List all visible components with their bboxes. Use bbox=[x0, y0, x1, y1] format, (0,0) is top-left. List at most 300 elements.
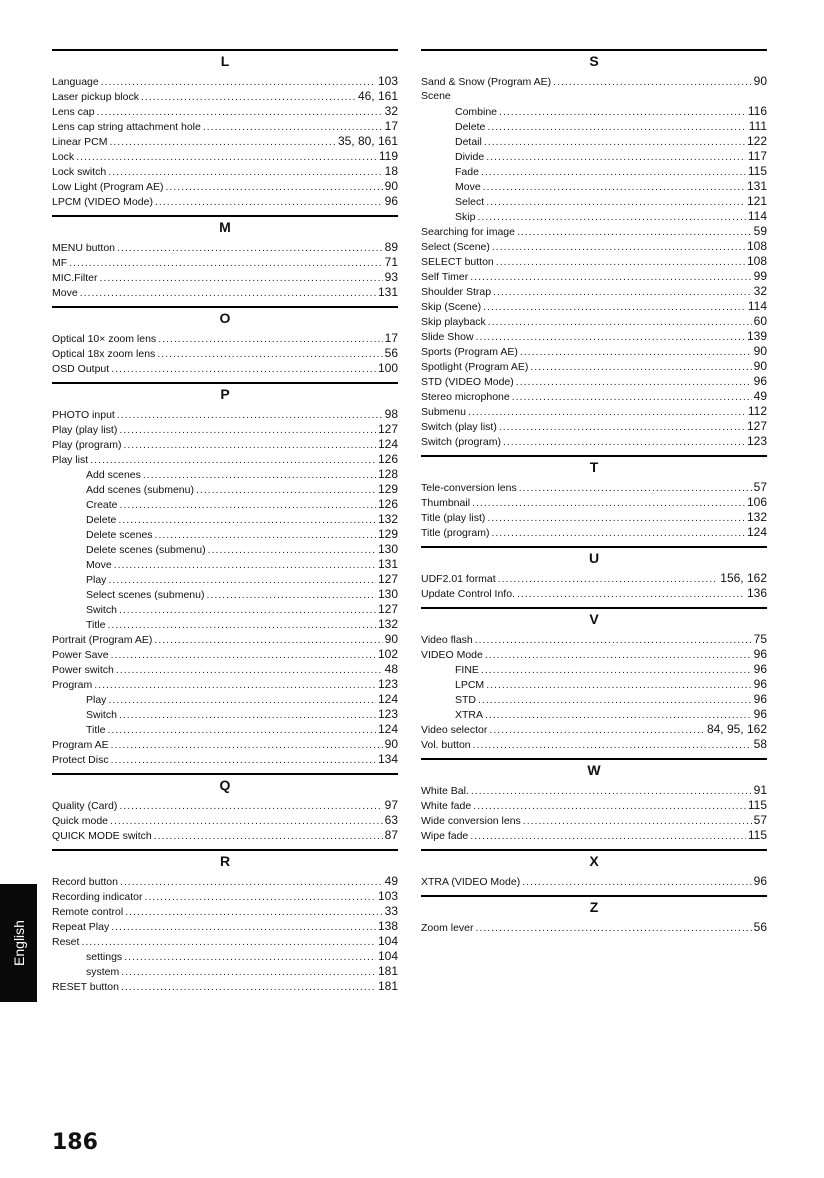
dot-leader bbox=[486, 150, 746, 165]
entry-pages: 63 bbox=[384, 813, 398, 827]
section-divider bbox=[421, 758, 767, 760]
entry-pages: 126 bbox=[377, 497, 398, 511]
section-divider bbox=[52, 773, 398, 775]
index-subentry bbox=[52, 617, 398, 632]
dot-leader bbox=[488, 315, 752, 330]
index-section-t bbox=[421, 455, 767, 540]
index-entry bbox=[421, 374, 767, 389]
index-subentry bbox=[52, 467, 398, 482]
entry-pages: 106 bbox=[746, 495, 767, 509]
index-entry bbox=[421, 89, 767, 104]
dot-leader bbox=[496, 255, 745, 270]
entry-term: STD bbox=[455, 694, 476, 706]
dot-leader bbox=[155, 195, 383, 210]
entry-pages: 98 bbox=[384, 407, 398, 421]
entry-term: Quick mode bbox=[52, 815, 109, 827]
index-entry bbox=[52, 889, 398, 904]
entry-term: Repeat Play bbox=[52, 921, 110, 933]
index-entry bbox=[52, 647, 398, 662]
entry-pages: 116 bbox=[747, 104, 767, 118]
index-subentry bbox=[421, 164, 767, 179]
entry-pages: 87 bbox=[384, 828, 398, 842]
index-entry bbox=[421, 510, 767, 525]
dot-leader bbox=[476, 330, 745, 345]
entry-term: Lock bbox=[52, 151, 75, 163]
entry-pages: 96 bbox=[753, 692, 767, 706]
index-subentry bbox=[52, 602, 398, 617]
entry-pages: 138 bbox=[377, 919, 398, 933]
index-section-o bbox=[52, 306, 398, 376]
entry-term: settings bbox=[86, 951, 123, 963]
entry-pages: 90 bbox=[384, 737, 398, 751]
entry-pages: 115 bbox=[747, 828, 767, 842]
section-letter: Z bbox=[589, 899, 599, 915]
index-entry bbox=[52, 904, 398, 919]
section-letter: L bbox=[220, 53, 230, 69]
dot-leader bbox=[523, 814, 752, 829]
entry-term: Play bbox=[86, 574, 107, 586]
entry-pages: 18 bbox=[384, 164, 398, 178]
entry-pages: 123 bbox=[377, 707, 398, 721]
entry-term: RESET button bbox=[52, 981, 119, 993]
dot-leader bbox=[119, 423, 376, 438]
entry-pages: 49 bbox=[753, 389, 767, 403]
dot-leader bbox=[111, 753, 376, 768]
index-entry bbox=[52, 752, 398, 767]
entry-term: Divide bbox=[455, 151, 485, 163]
entry-term: Title (play list) bbox=[421, 512, 486, 524]
entry-pages: 181 bbox=[377, 964, 398, 978]
dot-leader bbox=[489, 723, 705, 738]
entry-pages: 57 bbox=[753, 480, 767, 494]
entry-pages: 33 bbox=[384, 904, 398, 918]
index-entry bbox=[421, 389, 767, 404]
index-entry bbox=[52, 270, 398, 285]
index-entry bbox=[421, 495, 767, 510]
entry-term: Title (program) bbox=[421, 527, 490, 539]
entry-pages: 117 bbox=[747, 149, 767, 163]
dot-leader bbox=[206, 588, 375, 603]
dot-leader bbox=[165, 180, 382, 195]
index-entry bbox=[52, 407, 398, 422]
dot-leader bbox=[108, 165, 382, 180]
entry-term: Title bbox=[86, 619, 106, 631]
entry-term: Lens cap bbox=[52, 106, 95, 118]
dot-leader bbox=[473, 738, 752, 753]
index-section-l bbox=[52, 49, 398, 209]
entry-term: Optical 18x zoom lens bbox=[52, 348, 156, 360]
entry-term: Switch bbox=[86, 709, 117, 721]
index-entry bbox=[52, 828, 398, 843]
dot-leader bbox=[485, 648, 752, 663]
entry-pages: 56 bbox=[384, 346, 398, 360]
dot-leader bbox=[492, 240, 745, 255]
dot-leader bbox=[473, 799, 746, 814]
index-entry bbox=[421, 239, 767, 254]
page-number: 186 bbox=[52, 1130, 98, 1155]
index-entry bbox=[52, 179, 398, 194]
entry-term: Move bbox=[455, 181, 481, 193]
entry-pages: 96 bbox=[753, 677, 767, 691]
index-entry bbox=[421, 329, 767, 344]
entry-pages: 131 bbox=[746, 179, 767, 193]
dot-leader bbox=[90, 453, 376, 468]
entry-pages: 121 bbox=[746, 194, 767, 208]
entry-pages: 123 bbox=[377, 677, 398, 691]
entry-pages: 130 bbox=[377, 542, 398, 556]
dot-leader bbox=[108, 573, 376, 588]
entry-term: Play list bbox=[52, 454, 89, 466]
entry-term: Shoulder Strap bbox=[421, 286, 492, 298]
index-entry bbox=[421, 480, 767, 495]
index-entry bbox=[52, 255, 398, 270]
index-entry bbox=[421, 359, 767, 374]
entry-term: Select scenes (submenu) bbox=[86, 589, 205, 601]
index-entry bbox=[421, 284, 767, 299]
section-letter: X bbox=[589, 853, 599, 869]
dot-leader bbox=[111, 362, 376, 377]
index-entry bbox=[421, 74, 767, 89]
entry-term: Wipe fade bbox=[421, 830, 469, 842]
entry-pages: 124 bbox=[377, 692, 398, 706]
entry-term: Program AE bbox=[52, 739, 109, 751]
entry-term: Power switch bbox=[52, 664, 114, 676]
dot-leader bbox=[143, 468, 376, 483]
entry-term: Move bbox=[52, 287, 78, 299]
entry-pages: 97 bbox=[384, 798, 398, 812]
entry-term: Linear PCM bbox=[52, 136, 108, 148]
dot-leader bbox=[483, 300, 746, 315]
index-section-s bbox=[421, 49, 767, 449]
entry-term: White Bal. bbox=[421, 785, 469, 797]
entry-pages: 134 bbox=[377, 752, 398, 766]
entry-pages: 58 bbox=[753, 737, 767, 751]
entry-term: Title bbox=[86, 724, 106, 736]
entry-term: Video flash bbox=[421, 634, 473, 646]
section-letter: P bbox=[220, 386, 230, 402]
dot-leader bbox=[196, 483, 376, 498]
dot-leader bbox=[157, 347, 382, 362]
entry-term: PHOTO input bbox=[52, 409, 115, 421]
index-section-v bbox=[421, 607, 767, 752]
section-letter: O bbox=[219, 310, 231, 326]
entry-term: Zoom lever bbox=[421, 922, 474, 934]
entry-pages: 112 bbox=[747, 404, 767, 418]
entry-term: Searching for image bbox=[421, 226, 515, 238]
index-subentry bbox=[52, 557, 398, 572]
entry-pages: 56 bbox=[753, 920, 767, 934]
index-entry bbox=[421, 269, 767, 284]
entry-pages: 130 bbox=[377, 587, 398, 601]
entry-pages: 108 bbox=[746, 254, 767, 268]
entry-pages: 119 bbox=[378, 149, 398, 163]
index-subentry bbox=[421, 707, 767, 722]
index-column-right bbox=[421, 49, 767, 941]
index-entry bbox=[52, 74, 398, 89]
entry-term: Tele-conversion lens bbox=[421, 482, 517, 494]
index-entry bbox=[52, 164, 398, 179]
entry-term: Move bbox=[86, 559, 112, 571]
entry-pages: 96 bbox=[753, 662, 767, 676]
entry-term: MF bbox=[52, 257, 68, 269]
entry-term: Delete scenes (submenu) bbox=[86, 544, 206, 556]
entry-term: Switch (play list) bbox=[421, 421, 497, 433]
entry-pages: 124 bbox=[377, 722, 398, 736]
dot-leader bbox=[158, 332, 382, 347]
dot-leader bbox=[483, 180, 745, 195]
dot-leader bbox=[485, 708, 752, 723]
entry-pages: 90 bbox=[753, 359, 767, 373]
entry-pages: 59 bbox=[753, 224, 767, 238]
entry-pages: 75 bbox=[753, 632, 767, 646]
entry-pages: 126 bbox=[377, 452, 398, 466]
index-section-w bbox=[421, 758, 767, 843]
entry-pages: 89 bbox=[384, 240, 398, 254]
dot-leader bbox=[125, 905, 382, 920]
dot-leader bbox=[522, 875, 751, 890]
entry-pages: 127 bbox=[377, 422, 398, 436]
dot-leader bbox=[111, 920, 376, 935]
dot-leader bbox=[468, 405, 746, 420]
index-entry bbox=[52, 798, 398, 813]
dot-leader bbox=[114, 558, 376, 573]
entry-pages: 96 bbox=[753, 707, 767, 721]
dot-leader bbox=[498, 572, 719, 587]
dot-leader bbox=[118, 513, 376, 528]
dot-leader bbox=[491, 526, 745, 541]
entry-pages: 32 bbox=[753, 284, 767, 298]
index-subentry bbox=[52, 542, 398, 557]
dot-leader bbox=[493, 285, 752, 300]
entry-pages: 60 bbox=[753, 314, 767, 328]
entry-pages: 99 bbox=[753, 269, 767, 283]
index-entry bbox=[421, 404, 767, 419]
entry-pages: 108 bbox=[746, 239, 767, 253]
entry-pages: 84, 95, 162 bbox=[706, 722, 767, 736]
dot-leader bbox=[116, 663, 383, 678]
index-entry bbox=[52, 285, 398, 300]
dot-leader bbox=[94, 678, 376, 693]
dot-leader bbox=[478, 693, 752, 708]
entry-term: Play bbox=[86, 694, 107, 706]
index-subentry bbox=[52, 692, 398, 707]
entry-pages: 156, 162 bbox=[720, 571, 767, 585]
dot-leader bbox=[97, 105, 383, 120]
entry-pages: 139 bbox=[746, 329, 767, 343]
index-entry bbox=[52, 149, 398, 164]
language-tab-label: English bbox=[10, 920, 27, 966]
dot-leader bbox=[120, 875, 383, 890]
entry-term: Skip playback bbox=[421, 316, 486, 328]
entry-pages: 93 bbox=[384, 270, 398, 284]
index-subentry bbox=[421, 209, 767, 224]
index-entry bbox=[52, 632, 398, 647]
dot-leader bbox=[517, 225, 752, 240]
entry-pages: 17 bbox=[384, 119, 398, 133]
entry-pages: 136 bbox=[746, 586, 767, 600]
entry-pages: 127 bbox=[746, 419, 767, 433]
dot-leader bbox=[120, 498, 376, 513]
index-subentry bbox=[52, 722, 398, 737]
section-divider bbox=[421, 895, 767, 897]
entry-term: Add scenes (submenu) bbox=[86, 484, 194, 496]
section-letter: R bbox=[219, 853, 231, 869]
entry-term: FINE bbox=[455, 664, 479, 676]
entry-pages: 127 bbox=[377, 602, 398, 616]
entry-pages: 102 bbox=[377, 647, 398, 661]
entry-term: Laser pickup block bbox=[52, 91, 139, 103]
entry-pages: 71 bbox=[384, 255, 398, 269]
index-entry bbox=[421, 874, 767, 889]
entry-term: Switch (program) bbox=[421, 436, 501, 448]
index-subentry bbox=[421, 134, 767, 149]
entry-pages: 46, 161 bbox=[357, 89, 398, 103]
entry-term: Fade bbox=[455, 166, 479, 178]
dot-leader bbox=[477, 210, 745, 225]
dot-leader bbox=[520, 345, 752, 360]
section-divider bbox=[52, 306, 398, 308]
entry-term: Update Control Info. bbox=[421, 588, 515, 600]
index-section-x bbox=[421, 849, 767, 889]
index-section-q bbox=[52, 773, 398, 843]
index-entry bbox=[52, 934, 398, 949]
index-entry bbox=[52, 874, 398, 889]
dot-leader bbox=[110, 814, 383, 829]
dot-leader bbox=[472, 496, 745, 511]
entry-term: QUICK MODE switch bbox=[52, 830, 152, 842]
index-subentry bbox=[421, 179, 767, 194]
index-entry bbox=[52, 437, 398, 452]
dot-leader bbox=[516, 375, 752, 390]
dot-leader bbox=[100, 271, 383, 286]
index-column-left bbox=[52, 49, 398, 1000]
index-entry bbox=[421, 314, 767, 329]
section-divider bbox=[52, 215, 398, 217]
index-subentry bbox=[52, 512, 398, 527]
entry-term: MIC.Filter bbox=[52, 272, 98, 284]
entry-term: Power Save bbox=[52, 649, 109, 661]
dot-leader bbox=[486, 195, 745, 210]
entry-pages: 90 bbox=[384, 179, 398, 193]
entry-term: Stereo microphone bbox=[421, 391, 510, 403]
dot-leader bbox=[155, 528, 376, 543]
entry-term: Program bbox=[52, 679, 93, 691]
index-section-p bbox=[52, 382, 398, 767]
section-letter: W bbox=[587, 762, 601, 778]
entry-pages: 123 bbox=[746, 434, 767, 448]
entry-pages: 100 bbox=[377, 361, 398, 375]
index-entry bbox=[52, 194, 398, 209]
entry-term: Vol. button bbox=[421, 739, 471, 751]
entry-pages: 90 bbox=[753, 74, 767, 88]
entry-term: Scene bbox=[421, 90, 451, 102]
section-divider bbox=[421, 849, 767, 851]
dot-leader bbox=[117, 408, 383, 423]
index-entry bbox=[52, 89, 398, 104]
entry-term: LPCM bbox=[455, 679, 485, 691]
dot-leader bbox=[512, 390, 752, 405]
dot-leader bbox=[121, 965, 376, 980]
dot-leader bbox=[499, 420, 745, 435]
entry-term: MENU button bbox=[52, 242, 116, 254]
entry-pages: 132 bbox=[746, 510, 767, 524]
index-entry bbox=[421, 722, 767, 737]
index-subentry bbox=[52, 482, 398, 497]
entry-term: Low Light (Program AE) bbox=[52, 181, 164, 193]
entry-term: OSD Output bbox=[52, 363, 110, 375]
dot-leader bbox=[109, 135, 335, 150]
index-entry bbox=[421, 525, 767, 540]
index-entry bbox=[52, 119, 398, 134]
entry-term: Recording indicator bbox=[52, 891, 143, 903]
index-entry bbox=[421, 632, 767, 647]
entry-term: Sand & Snow (Program AE) bbox=[421, 76, 552, 88]
dot-leader bbox=[519, 481, 752, 496]
index-entry bbox=[52, 240, 398, 255]
dot-leader bbox=[124, 950, 376, 965]
index-entry bbox=[421, 254, 767, 269]
entry-pages: 57 bbox=[753, 813, 767, 827]
dot-leader bbox=[203, 120, 383, 135]
index-entry bbox=[52, 361, 398, 376]
index-entry bbox=[421, 737, 767, 752]
index-entry bbox=[421, 434, 767, 449]
entry-term: Delete bbox=[86, 514, 117, 526]
entry-pages: 132 bbox=[377, 617, 398, 631]
entry-pages: 96 bbox=[384, 194, 398, 208]
entry-pages: 127 bbox=[377, 572, 398, 586]
section-divider bbox=[421, 546, 767, 548]
entry-pages: 96 bbox=[753, 647, 767, 661]
entry-term: Language bbox=[52, 76, 99, 88]
dot-leader bbox=[101, 75, 376, 90]
entry-pages: 129 bbox=[377, 527, 398, 541]
entry-term: Switch bbox=[86, 604, 117, 616]
index-entry bbox=[421, 224, 767, 239]
index-subentry bbox=[421, 692, 767, 707]
dot-leader bbox=[476, 921, 752, 936]
dot-leader bbox=[123, 438, 376, 453]
section-divider bbox=[421, 49, 767, 51]
entry-pages: 115 bbox=[747, 164, 767, 178]
section-divider bbox=[52, 382, 398, 384]
entry-term: Lens cap string attachment hole bbox=[52, 121, 201, 133]
entry-term: Slide Show bbox=[421, 331, 474, 343]
dot-leader bbox=[111, 738, 383, 753]
entry-term: Detail bbox=[455, 136, 482, 148]
entry-term: Select bbox=[455, 196, 485, 208]
entry-pages: 90 bbox=[753, 344, 767, 358]
index-entry bbox=[421, 571, 767, 586]
dot-leader bbox=[144, 890, 376, 905]
entry-term: Protect Disc bbox=[52, 754, 109, 766]
dot-leader bbox=[76, 150, 377, 165]
language-tab bbox=[0, 884, 37, 1002]
index-entry bbox=[52, 662, 398, 677]
index-entry bbox=[421, 813, 767, 828]
dot-leader bbox=[141, 90, 356, 105]
index-entry bbox=[421, 419, 767, 434]
index-subentry bbox=[52, 707, 398, 722]
section-divider bbox=[421, 607, 767, 609]
dot-leader bbox=[481, 165, 746, 180]
index-entry bbox=[52, 452, 398, 467]
entry-pages: 131 bbox=[377, 285, 398, 299]
entry-term: Delete scenes bbox=[86, 529, 153, 541]
index-section-m bbox=[52, 215, 398, 300]
entry-term: Wide conversion lens bbox=[421, 815, 521, 827]
entry-pages: 48 bbox=[384, 662, 398, 676]
